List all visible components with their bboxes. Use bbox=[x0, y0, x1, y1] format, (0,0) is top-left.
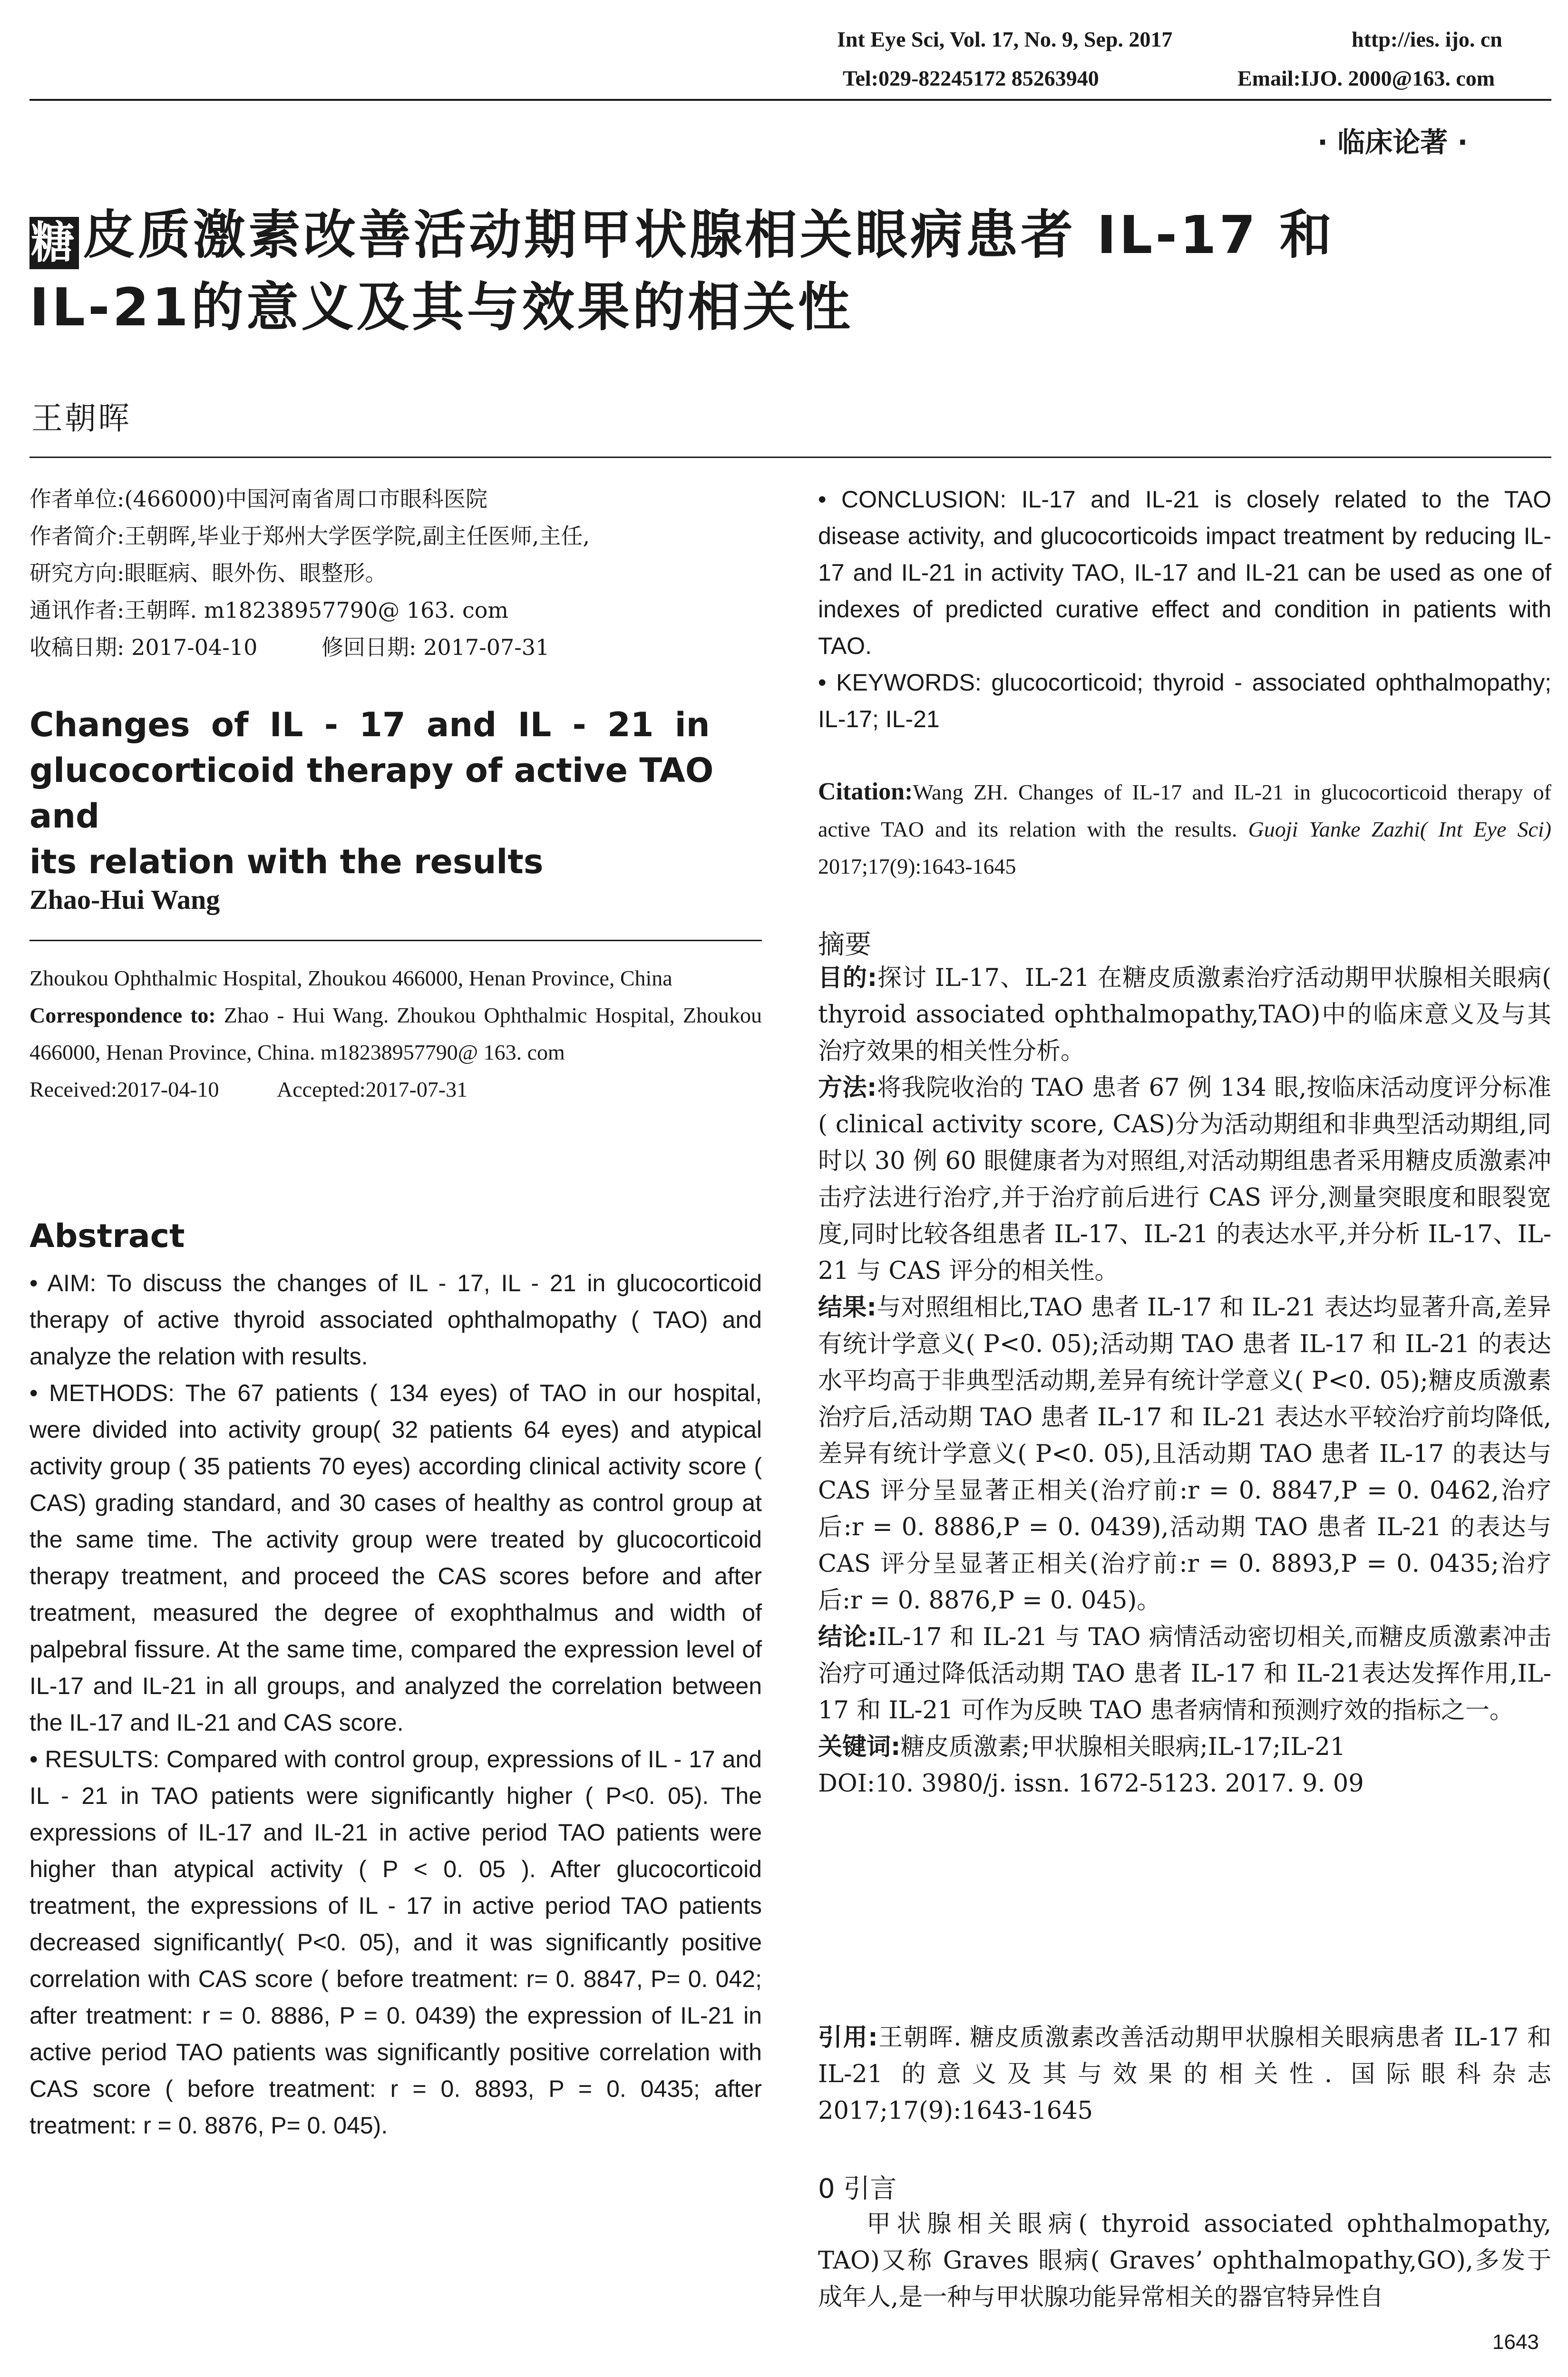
cn-aim bbox=[818, 960, 1551, 1070]
cn-results-text: 与对照组相比,TAO 患者 IL-17 和 IL-21 表达均显著升高,差异有统计学意义( P<0. 05);活动期 TAO 患者 IL-17 和 IL-21 的表达水平均高于非典型活动期,差异有统计学意义( P<0. 05);糖皮质激素治疗后,活动期 TAO 患者 IL-17 和 IL-21 表达水平较治疗前均降低,差异有统计学意义( P<0. 05),且活动期 TAO 患者 IL-17 的表达与 CAS 评分呈显著正相关(治疗前:r = 0. 8847,P = 0. 0462,治疗后:r = 0. 8886,P = 0. 0439),活动期 TAO 患者 IL-21 的表达与 CAS 评分呈显著正相关(治疗前:r = 0. 8893,P = 0. 0435;治疗后:r = 0. 8876,P = 0. 045)。 bbox=[818, 1294, 1551, 1615]
en-author-rule bbox=[29, 940, 762, 941]
intro-text: 甲状腺相关眼病( thyroid associated ophthalmopathy, TAO)又称 Graves 眼病( Graves’ ophthalmopathy,GO),多发于成年人,是一种与甲状腺功能异常相关的器官特异性自 bbox=[818, 2210, 1551, 2311]
revised-date: 修回日期: 2017-07-31 bbox=[321, 634, 550, 660]
title-line2: IL-21的意义及其与效果的相关性 bbox=[29, 277, 853, 338]
en-title bbox=[29, 702, 762, 885]
author-unit: 作者单位:(466000)中国河南省周口市眼科医院 bbox=[29, 486, 487, 512]
cn-methods-label: 方法: bbox=[818, 1074, 877, 1102]
correspondence-text: Zhao - Hui Wang. Zhoukou Ophthalmic Hospital, Zhoukou 466000, Henan Province, China. m18238957790@ 163. com bbox=[29, 1003, 762, 1064]
cn-conclusion-label: 结论: bbox=[818, 1623, 877, 1651]
author-bio-cont: 研究方向:眼眶病、眼外伤、眼整形。 bbox=[29, 560, 387, 586]
received-date: 收稿日期: 2017-04-10 bbox=[29, 634, 258, 660]
section-tag: · 临床论著 · bbox=[1317, 126, 1468, 158]
affiliation: Zhoukou Ophthalmic Hospital, Zhoukou 466000, Henan Province, China bbox=[29, 966, 672, 990]
cn-keywords-label: 关键词: bbox=[818, 1733, 901, 1761]
abstract-keywords: • KEYWORDS: glucocorticoid; thyroid - associated ophthalmopathy; IL-17; IL-21 bbox=[818, 669, 1551, 732]
correspondence-label: Correspondence to: bbox=[29, 1003, 216, 1027]
abstract-aim: • AIM: To discuss the changes of IL - 17, IL - 21 in glucocorticoid therapy of active thyroid associated ophthalmopathy ( TAO) and analyze the relation with results. bbox=[29, 1270, 762, 1370]
abstract-methods: • METHODS: The 67 patients ( 134 eyes) of TAO in our hospital, were divided into activity group( 32 patients 64 eyes) and atypical activity group ( 35 patients 70 eyes) according clinical activity score ( CAS) grading standard, and 30 cases of healthy as control group at the same time. The activity group were treated by glucocorticoid therapy treatment, and proceed the CAS scores before and after treatment, measured the degree of exophthalmus and width of palpebral fissure. At the same time, compared the expression level of IL-17 and IL-21 in all groups, and analyzed the correlation between the IL-17 and IL-21 and CAS score. bbox=[29, 1380, 762, 1736]
header-email: Email:IJO. 2000@163. com bbox=[1237, 66, 1495, 90]
en-title-line3: its relation with the results bbox=[29, 842, 544, 881]
en-title-line2: glucocorticoid therapy of active TAO and bbox=[29, 751, 714, 836]
citation-tail: 2017;17(9):1643-1645 bbox=[818, 854, 1016, 878]
author-meta bbox=[29, 480, 762, 666]
cn-doi: DOI:10. 3980/j. issn. 1672-5123. 2017. 9. 09 bbox=[818, 1770, 1364, 1798]
intro-heading: 0 引言 bbox=[818, 2173, 897, 2204]
affiliation-block bbox=[29, 960, 762, 1108]
corresponding-author: 通讯作者:王朝晖. m18238957790@ 163. com bbox=[29, 597, 509, 623]
page-number: 1643 bbox=[1492, 2330, 1539, 2354]
en-citation bbox=[818, 773, 1551, 885]
en-author: Zhao-Hui Wang bbox=[29, 884, 220, 915]
cn-keywords-text: 糖皮质激素;甲状腺相关眼病;IL-17;IL-21 bbox=[900, 1733, 1346, 1761]
page-title bbox=[29, 199, 1551, 343]
en-dates bbox=[29, 1071, 762, 1108]
author-rule bbox=[29, 457, 1551, 458]
cn-aim-label: 目的: bbox=[818, 964, 877, 992]
cn-abstract bbox=[818, 960, 1551, 1802]
citation-journal: Guoji Yanke Zazhi( Int Eye Sci) bbox=[1248, 817, 1551, 841]
header-url: http://ies. ijo. cn bbox=[1352, 27, 1502, 51]
abstract-conclusion: • CONCLUSION: IL-17 and IL-21 is closely related to the TAO disease activity, and glucocorticoids impact treatment by reducing IL-17 and IL-21 in activity TAO, IL-17 and IL-21 can be used as one of indexes of predicted curative effect and condition in patients with TAO. bbox=[818, 486, 1551, 659]
cn-keywords bbox=[818, 1729, 1551, 1765]
citation-label: Citation: bbox=[818, 778, 913, 805]
cn-citation bbox=[818, 2019, 1551, 2129]
cn-methods-text: 将我院收治的 TAO 患者 67 例 134 眼,按临床活动度评分标准( clinical activity score, CAS)分为活动期组和非典型活动期组,同时以 30 例 60 眼健康者为对照组,对活动期组患者采用糖皮质激素冲击疗法进行治疗,并于治疗前后进行 CAS 评分,测量突眼度和眼裂宽度,同时比较各组患者 IL-17、IL-21 的表达水平,并分析 IL-17、IL-21 与 CAS 评分的相关性。 bbox=[818, 1074, 1551, 1285]
title-line1: 皮质激素改善活动期甲状腺相关眼病患者 IL-17 和 bbox=[83, 205, 1335, 265]
en-title-line1: Changes of IL - 17 and IL - 21 in bbox=[29, 705, 710, 744]
cn-conclusion-text: IL-17 和 IL-21 与 TAO 病情活动密切相关,而糖皮质激素冲击治疗可通过降低活动期 TAO 患者 IL-17 和 IL-21表达发挥作用,IL-17 和 IL-21 可作为反映 TAO 患者病情和预测疗效的指标之一。 bbox=[818, 1623, 1551, 1724]
cn-conclusion bbox=[818, 1619, 1551, 1729]
correspondence bbox=[29, 997, 762, 1071]
cn-results-label: 结果: bbox=[818, 1294, 877, 1322]
abstract-results: • RESULTS: Compared with control group, expressions of IL - 17 and IL - 21 in TAO patients were significantly higher ( P<0. 05). The expressions of IL-17 and IL-21 in active period TAO patients were higher than atypical activity ( P < 0. 05 ). After glucocorticoid treatment, the expressions of IL - 17 in active period TAO patients decreased significantly( P<0. 05), and it was significantly positive correlation with CAS score ( before treatment: r= 0. 8847, P= 0. 042; after treatment: r = 0. 8886, P = 0. 0439) the expression of IL-21 in active period TAO patients was significantly positive correlation with CAS score ( before treatment: r = 0. 8893, P = 0. 0435; after treatment: r = 0. 8876, P= 0. 045). bbox=[29, 1746, 762, 2139]
cn-summary-heading: 摘要 bbox=[818, 929, 871, 960]
title-logo-char: 糖 bbox=[29, 217, 79, 269]
dates-row bbox=[29, 629, 762, 666]
citation-text: Wang ZH. Changes of IL-17 and IL-21 in glucocorticoid therapy of active TAO and its relation with the results. bbox=[818, 780, 1551, 841]
author-bio: 作者简介:王朝晖,毕业于郑州大学医学院,副主任医师,主任, bbox=[29, 523, 590, 549]
author-cn: 王朝晖 bbox=[31, 400, 131, 437]
cn-results bbox=[818, 1289, 1551, 1619]
cn-cite-label: 引用: bbox=[818, 2024, 878, 2052]
abstract-left bbox=[29, 1265, 762, 2144]
cn-methods bbox=[818, 1070, 1551, 1289]
en-accepted: Accepted:2017-07-31 bbox=[277, 1077, 468, 1101]
header-journal-info: Int Eye Sci, Vol. 17, No. 9, Sep. 2017 bbox=[837, 27, 1173, 51]
header-rule bbox=[29, 99, 1551, 101]
header-tel: Tel:029-82245172 85263940 bbox=[843, 66, 1099, 90]
abstract-heading: Abstract bbox=[29, 1218, 185, 1255]
abstract-right bbox=[818, 481, 1551, 738]
cn-cite-text: 王朝晖. 糖皮质激素改善活动期甲状腺相关眼病患者 IL-17 和 IL-21 的意义及其与效果的相关性. 国际眼科杂志 2017;17(9):1643-1645 bbox=[818, 2024, 1551, 2125]
en-received: Received:2017-04-10 bbox=[29, 1077, 219, 1101]
cn-aim-text: 探讨 IL-17、IL-21 在糖皮质激素治疗活动期甲状腺相关眼病( thyroid associated ophthalmopathy,TAO)中的临床意义及与其治疗效果的相关性分析。 bbox=[818, 964, 1551, 1065]
